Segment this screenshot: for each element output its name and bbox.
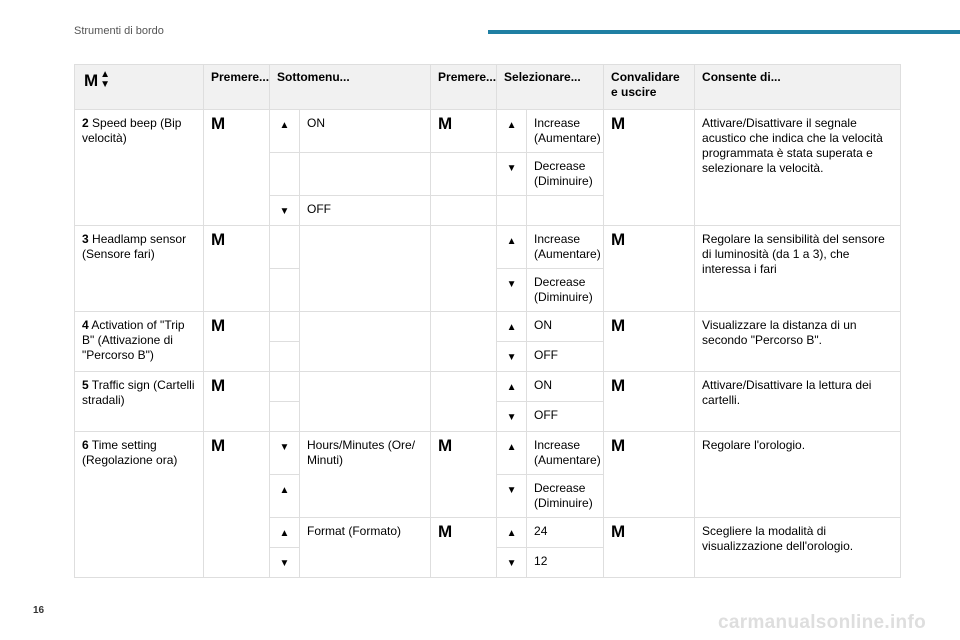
header-press-2: Premere...: [431, 65, 497, 110]
up-arrow-icon: ▲: [497, 226, 527, 269]
header-confirm-exit: Convalidare e uscire: [604, 65, 695, 110]
down-arrow-icon: ▼: [497, 153, 527, 196]
m-button-icon: M: [604, 432, 695, 518]
up-arrow-icon: ▲: [497, 432, 527, 475]
select-option: OFF: [527, 342, 604, 372]
down-arrow-icon: ▼: [497, 475, 527, 518]
header-menu-icon-cell: [75, 65, 204, 110]
up-arrow-icon: ▲: [270, 475, 300, 518]
m-button-icon: M: [604, 226, 695, 312]
table-row: [75, 110, 901, 153]
table-row: [75, 312, 901, 342]
menu-item-headlamp-sensor: 3 Headlamp sensor (Sensore fari): [75, 226, 204, 312]
m-button-icon: M: [204, 226, 270, 312]
up-arrow-icon: ▲: [497, 110, 527, 153]
submenu-option: OFF: [300, 196, 431, 226]
down-arrow-icon: ▼: [497, 342, 527, 372]
m-button-icon: M: [431, 518, 497, 578]
m-button-icon: M: [204, 312, 270, 372]
description: Scegliere la modalità di visualizzazione dell'orologio.: [695, 518, 901, 578]
m-button-icon: M: [604, 312, 695, 372]
description: Regolare l'orologio.: [695, 432, 901, 518]
m-button-icon: M: [204, 110, 270, 226]
menu-item-trip-b: 4 Activation of "Trip B" (Attivazione di "Percorso B"): [75, 312, 204, 372]
menu-item-traffic-sign: 5 Traffic sign (Cartelli stradali): [75, 372, 204, 432]
up-arrow-icon: ▲: [270, 518, 300, 548]
submenu-option: Format (Formato): [300, 518, 431, 578]
header-accent-bar: [488, 30, 960, 34]
up-arrow-icon: ▲: [497, 518, 527, 548]
m-updown-icon: M ▲ ▼: [84, 69, 111, 90]
select-option: Increase (Aumentare): [527, 110, 604, 153]
up-arrow-icon: ▲: [497, 312, 527, 342]
select-option: ON: [527, 372, 604, 402]
down-arrow-icon: ▼: [497, 269, 527, 312]
table-row: [75, 226, 901, 269]
select-option: ON: [527, 312, 604, 342]
table-header-row: [75, 65, 901, 110]
menu-item-speed-beep: 2 Speed beep (Bip velocità): [75, 110, 204, 226]
down-arrow-icon: ▼: [497, 402, 527, 432]
down-arrow-icon: ▼: [270, 196, 300, 226]
select-option: 24: [527, 518, 604, 548]
down-arrow-icon: ▼: [497, 548, 527, 578]
header-press-1: Premere...: [204, 65, 270, 110]
select-option: Decrease (Diminuire): [527, 475, 604, 518]
settings-table: [74, 64, 901, 578]
m-button-icon: M: [431, 432, 497, 518]
select-option: Decrease (Diminuire): [527, 269, 604, 312]
select-option: Increase (Aumentare): [527, 226, 604, 269]
select-option: OFF: [527, 402, 604, 432]
header-allows: Consente di...: [695, 65, 901, 110]
select-option: 12: [527, 548, 604, 578]
m-button-icon: M: [604, 518, 695, 578]
up-arrow-icon: ▲: [270, 110, 300, 153]
description: Attivare/Disattivare la lettura dei cartelli.: [695, 372, 901, 432]
m-button-icon: M: [604, 110, 695, 226]
section-title: Strumenti di bordo: [74, 25, 164, 37]
m-button-icon: M: [604, 372, 695, 432]
submenu-option: ON: [300, 110, 431, 153]
description: Visualizzare la distanza di un secondo "Percorso B".: [695, 312, 901, 372]
select-option: Increase (Aumentare): [527, 432, 604, 475]
description: Regolare la sensibilità del sensore di luminosità (da 1 a 3), che interessa i fari: [695, 226, 901, 312]
watermark: carmanualsonline.info: [718, 612, 926, 633]
submenu-option: Hours/Minutes (Ore/ Minuti): [300, 432, 431, 518]
up-arrow-icon: ▲: [497, 372, 527, 402]
header-select: Selezionare...: [497, 65, 604, 110]
down-arrow-icon: ▼: [270, 548, 300, 578]
table-row: [75, 432, 901, 475]
down-arrow-icon: ▼: [270, 432, 300, 475]
table-row: [75, 372, 901, 402]
m-button-icon: M: [204, 372, 270, 432]
menu-item-time-setting: 6 Time setting (Regolazione ora): [75, 432, 204, 578]
select-option: Decrease (Diminuire): [527, 153, 604, 196]
m-button-icon: M: [204, 432, 270, 578]
m-button-icon: M: [431, 110, 497, 153]
header-submenu: Sottomenu...: [270, 65, 431, 110]
page-number: 16: [33, 605, 45, 616]
description: Attivare/Disattivare il segnale acustico che indica che la velocità programmata è stata superata e selezionare la velocità.: [695, 110, 901, 226]
